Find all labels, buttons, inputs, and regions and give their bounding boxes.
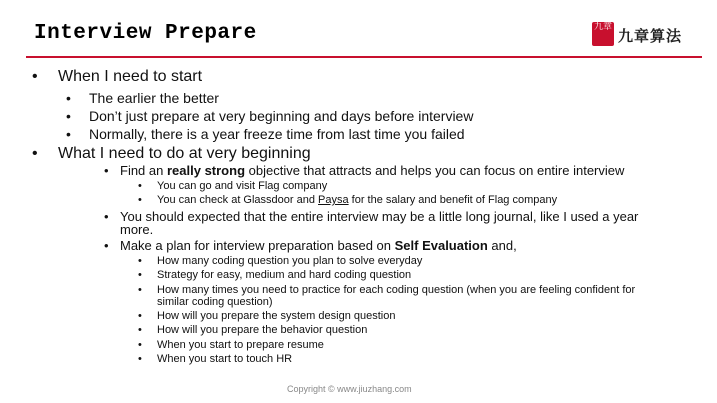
sub-list-item: Strategy for easy, medium and hard coding question	[157, 269, 412, 281]
list-item-plan: Make a plan for interview preparation based on Self Evaluation and,	[120, 238, 517, 253]
list-bullet: •	[104, 238, 109, 253]
section-bullet: •	[32, 145, 38, 162]
section-heading-when: When I need to start	[58, 68, 203, 85]
section-heading-what: What I need to do at very beginning	[58, 145, 311, 162]
list-item: You should expected that the entire interview may be a little long journal, like I used a year	[120, 209, 639, 224]
sub-bullet: •	[138, 339, 142, 351]
list-item-continuation: more.	[120, 222, 154, 237]
sub-bullet: •	[138, 255, 142, 267]
sub-list-item: How will you prepare the system design question	[157, 310, 396, 322]
list-item: Don’t just prepare at very beginning and days before interview	[89, 108, 474, 124]
jiuzhang-logo	[592, 22, 692, 48]
sub-list-item: How many times you need to practice for each coding question (when you are feeling confident for	[157, 284, 636, 296]
sub-bullet: •	[138, 194, 142, 206]
sub-list-item: When you start to prepare resume	[157, 339, 324, 351]
logo-seal-icon: 九章	[592, 22, 614, 46]
list-item: The earlier the better	[89, 90, 219, 106]
list-bullet: •	[104, 163, 109, 178]
sub-list-item: You can go and visit Flag company	[157, 180, 328, 192]
section-bullet: •	[32, 68, 38, 85]
logo-brand-text: 九章算法	[618, 27, 683, 45]
sub-bullet: •	[138, 353, 142, 365]
sub-bullet: •	[138, 324, 142, 336]
sub-list-item-continuation: similar coding question)	[157, 296, 273, 308]
sub-list-item: You can check at Glassdoor and Paysa for the salary and benefit of Flag company	[157, 194, 558, 206]
list-bullet: •	[104, 209, 109, 224]
copyright-footer: Copyright © www.jiuzhang.com	[287, 384, 412, 394]
sub-bullet: •	[138, 180, 142, 192]
list-bullet: •	[66, 126, 71, 142]
sub-bullet: •	[138, 284, 142, 296]
list-item: Normally, there is a year freeze time from last time you failed	[89, 126, 465, 142]
sub-list-item: How will you prepare the behavior question	[157, 324, 368, 336]
list-bullet: •	[66, 90, 71, 106]
slide-title: Interview Prepare	[34, 22, 257, 45]
list-item-objective: Find an really strong objective that attracts and helps you can focus on entire interview	[120, 163, 625, 178]
title-divider	[26, 56, 702, 58]
sub-bullet: •	[138, 310, 142, 322]
sub-list-item: How many coding question you plan to solve everyday	[157, 255, 423, 267]
sub-bullet: •	[138, 269, 142, 281]
sub-list-item: When you start to touch HR	[157, 353, 293, 365]
list-bullet: •	[66, 108, 71, 124]
